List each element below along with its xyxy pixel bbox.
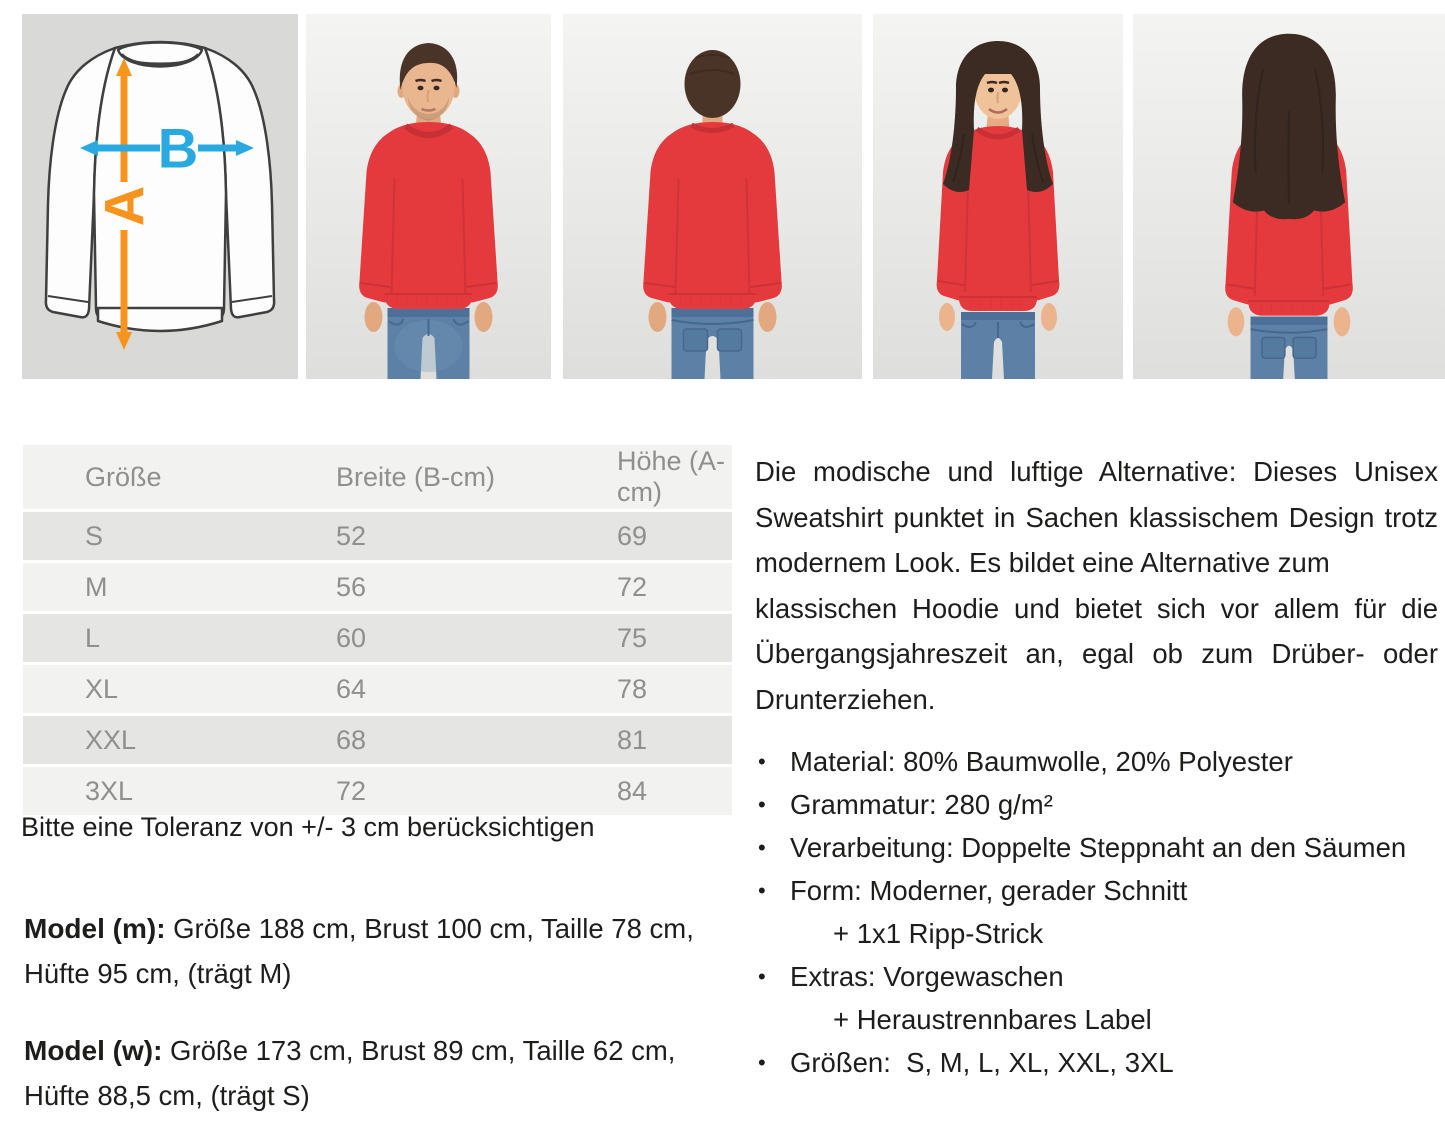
bullet-icon: • — [758, 1050, 766, 1075]
column-header-width: Breite (B-cm) — [313, 445, 597, 511]
model-w-measurements-line2: Hüfte 88,5 cm, (trägt S) — [24, 1080, 310, 1111]
feature-text: Grammatur: 280 g/m² — [790, 789, 1053, 820]
size-table-header-row — [23, 445, 732, 511]
size-table-cell: 72 — [597, 562, 732, 613]
column-header-height: Höhe (A-cm) — [597, 445, 732, 511]
height-label: A — [92, 185, 156, 227]
feature-text: + 1x1 Ripp-Strick — [833, 918, 1044, 949]
feature-text: Extras: Vorgewaschen — [790, 961, 1064, 992]
width-label: B — [157, 116, 199, 180]
bullet-icon: • — [758, 749, 766, 774]
size-table-row — [23, 664, 732, 715]
feature-item — [755, 955, 1445, 998]
photo-female-model-front — [873, 14, 1123, 379]
feature-text: Material: 80% Baumwolle, 20% Polyester — [790, 746, 1293, 777]
model-m-info — [24, 906, 724, 996]
sweatshirt — [643, 122, 782, 309]
feature-text: Größen: S, M, L, XL, XXL, 3XL — [790, 1047, 1174, 1078]
size-table-cell: 78 — [597, 664, 732, 715]
size-chart-table — [23, 445, 732, 815]
tolerance-note: Bitte eine Toleranz von +/- 3 cm berücksichtigen — [21, 812, 595, 842]
size-table-cell: 56 — [313, 562, 597, 613]
size-table-cell: 60 — [313, 613, 597, 664]
model-w-label: Model (w): — [24, 1035, 163, 1066]
feature-text: + Heraustrennbares Label — [833, 1004, 1152, 1035]
size-table-cell: XL — [23, 664, 313, 715]
size-table-body — [23, 511, 732, 816]
size-diagram-image — [22, 14, 298, 379]
column-header-size: Größe — [23, 445, 313, 511]
photo-male-model-back — [563, 14, 862, 379]
female-back-illustration — [1133, 14, 1445, 379]
description-line: Übergangsjahreszeit an, egal ob zum Drüber- oder — [755, 638, 1438, 669]
size-table-cell: 3XL — [23, 766, 313, 816]
size-table-cell: L — [23, 613, 313, 664]
size-table-cell: M — [23, 562, 313, 613]
hair — [1233, 34, 1345, 219]
model-w-measurements: Größe 173 cm, Brust 89 cm, Taille 62 cm, — [162, 1035, 676, 1066]
feature-list — [755, 740, 1445, 1084]
description-line: klassischen Hoodie und bietet sich vor allem für die — [755, 592, 1438, 624]
model-w-info — [24, 1028, 724, 1118]
size-table-cell: 72 — [313, 766, 597, 816]
product-image-strip — [0, 14, 1445, 379]
description-line: modernem Look. Es bildet eine Alternative zum — [755, 547, 1330, 578]
feature-item — [755, 740, 1445, 783]
model-m-measurements-line2: Hüfte 95 cm, (trägt M) — [24, 958, 292, 989]
photo-male-model-front — [306, 14, 551, 379]
description-line: Die modische und luftige Alternative: Dieses Unisex — [755, 456, 1438, 487]
description-paragraph — [755, 449, 1438, 722]
feature-item — [755, 1041, 1445, 1084]
bullet-icon: • — [758, 878, 766, 903]
model-m-label: Model (m): — [24, 913, 166, 944]
female-front-illustration — [873, 14, 1123, 379]
size-table-row — [23, 766, 732, 816]
size-table-row — [23, 511, 732, 562]
size-table-cell: 52 — [313, 511, 597, 562]
size-table-row — [23, 715, 732, 766]
jeans — [388, 308, 470, 379]
male-back-illustration — [563, 14, 862, 379]
sweatshirt-measure-diagram — [22, 14, 298, 379]
size-table-cell: S — [23, 511, 313, 562]
head — [685, 50, 741, 118]
size-table-row — [23, 613, 732, 664]
size-table-cell: 75 — [597, 613, 732, 664]
feature-text: Form: Moderner, gerader Schnitt — [790, 875, 1188, 906]
photo-female-model-back — [1133, 14, 1445, 379]
size-table-cell: 64 — [313, 664, 597, 715]
feature-item — [833, 998, 1445, 1041]
size-table-cell: 69 — [597, 511, 732, 562]
feature-text: Verarbeitung: Doppelte Steppnaht an den Säumen — [790, 832, 1407, 863]
size-table-cell: 81 — [597, 715, 732, 766]
bullet-icon: • — [758, 964, 766, 989]
size-table-cell: 84 — [597, 766, 732, 816]
size-table-cell: 68 — [313, 715, 597, 766]
feature-item — [755, 826, 1445, 869]
description-line: Sweatshirt punktet in Sachen klassischem Design trotz — [755, 501, 1438, 533]
sweatshirt — [359, 122, 498, 309]
sweatshirt-outline — [46, 42, 274, 331]
bullet-icon: • — [758, 792, 766, 817]
description-line: Drunterziehen. — [755, 683, 936, 715]
feature-item — [755, 783, 1445, 826]
feature-item — [833, 912, 1445, 955]
size-table-row — [23, 562, 732, 613]
model-m-measurements: Größe 188 cm, Brust 100 cm, Taille 78 cm, — [165, 913, 694, 944]
size-table-cell: XXL — [23, 715, 313, 766]
bullet-icon: • — [758, 835, 766, 860]
male-front-illustration — [306, 14, 551, 379]
feature-item — [755, 869, 1445, 912]
